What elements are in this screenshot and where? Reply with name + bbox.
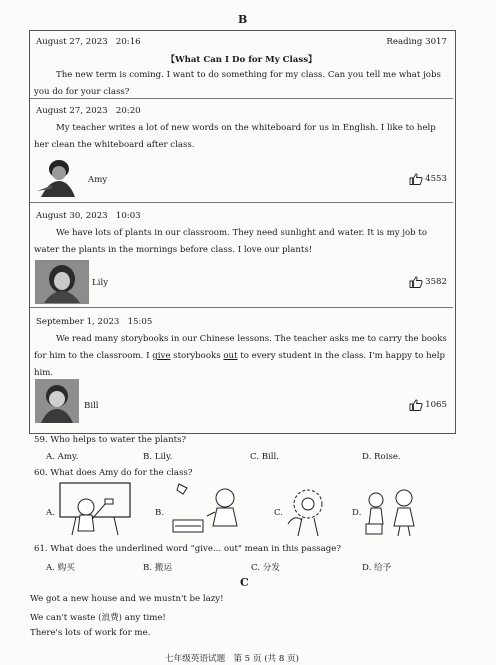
q59-option-a[interactable]: A. Amy. [46, 452, 79, 462]
thumbs-up-icon [409, 276, 423, 288]
section-b-letter: B [238, 13, 248, 26]
reply-post-amy [30, 98, 453, 203]
q59-option-b[interactable]: B. Lily. [143, 452, 173, 462]
reading-count: Reading 3017 [386, 37, 447, 47]
reply-body: My teacher writes a lot of new words on the whiteboard for us in English. I like to help her clean the whiteboard after class. [34, 123, 436, 150]
user-name: Bill [84, 401, 99, 411]
user-name: Lily [92, 278, 109, 288]
q60-option-c[interactable]: C. [274, 508, 284, 518]
post-date [36, 317, 152, 327]
q60-option-a[interactable]: A. [46, 508, 55, 518]
watering-plants-picture [284, 484, 334, 538]
topic-post [30, 31, 453, 99]
q61-option-b[interactable]: B. 搬运 [143, 563, 172, 573]
body-text: We read many storybooks in our Chinese lessons. The teacher asks me to carry the books for him to the classroom. I [34, 334, 447, 361]
body-text: storybooks [170, 351, 224, 361]
poem-line-2: We can't waste (浪费) any time! [30, 613, 166, 623]
like-count[interactable] [409, 399, 447, 411]
time-text: 20:16 [115, 37, 141, 47]
poem-line-1: We got a new house and we mustn't be lazy! [30, 594, 224, 604]
question-61-stem: 61. What does the underlined word "give... out" mean in this passage? [34, 544, 341, 554]
post-date [36, 211, 141, 221]
time-text: 15:05 [127, 317, 153, 327]
post-date [36, 106, 141, 116]
underlined-out: out [223, 351, 238, 361]
time-text: 10:03 [115, 211, 141, 221]
q61-option-a[interactable]: A. 购买 [46, 563, 75, 573]
two-kids-picture [362, 484, 422, 538]
likes-number: 3582 [425, 277, 447, 287]
underlined-give: give [152, 351, 171, 361]
q60-option-b[interactable]: B. [155, 508, 165, 518]
page-footer: 七年级英语试题 第 5 页 (共 8 页) [165, 654, 300, 664]
post-date [36, 37, 141, 47]
question-59-stem: 59. Who helps to water the plants? [34, 435, 187, 445]
forum-board [29, 30, 456, 434]
reply-body [34, 331, 448, 382]
date-text: September 1, 2023 [36, 317, 120, 327]
question-60-stem: 60. What does Amy do for the class? [34, 468, 193, 478]
whiteboard-cleaning-picture [56, 481, 134, 537]
date-text: August 27, 2023 [36, 37, 108, 47]
reply-post-bill [30, 307, 453, 431]
q60-option-d[interactable]: D. [352, 508, 362, 518]
topic-body: The new term is coming. I want to do something for my class. Can you tell me what jobs you do for your class? [34, 70, 441, 97]
date-text: August 27, 2023 [36, 106, 108, 116]
kids-carrying-books-picture [165, 482, 255, 538]
reply-post-lily [30, 202, 453, 308]
likes-number: 4553 [425, 174, 447, 184]
q59-option-c[interactable]: C. Bill. [250, 452, 280, 462]
avatar [35, 155, 79, 197]
like-count[interactable] [409, 173, 447, 185]
section-c-letter: C [240, 576, 249, 589]
poem-line-3: There's lots of work for me. [30, 628, 151, 638]
user-name: Amy [88, 175, 108, 185]
reply-body: We have lots of plants in our classroom. They need sunlight and water. It is my job to water the plants in the mornings before class. I love our plants! [34, 228, 428, 255]
like-count[interactable] [409, 276, 447, 288]
likes-number: 1065 [425, 400, 447, 410]
topic-title: 【What Can I Do for My Class】 [166, 55, 317, 65]
avatar [35, 260, 89, 304]
q61-option-c[interactable]: C. 分发 [251, 563, 280, 573]
thumbs-up-icon [409, 399, 423, 411]
body-text: to every student in the class. I'm happy to help him. [34, 351, 445, 378]
time-text: 20:20 [115, 106, 141, 116]
q59-option-d[interactable]: D. Roise. [362, 452, 401, 462]
avatar [35, 379, 79, 423]
thumbs-up-icon [409, 173, 423, 185]
date-text: August 30, 2023 [36, 211, 108, 221]
q61-option-d[interactable]: D. 给予 [362, 563, 392, 573]
